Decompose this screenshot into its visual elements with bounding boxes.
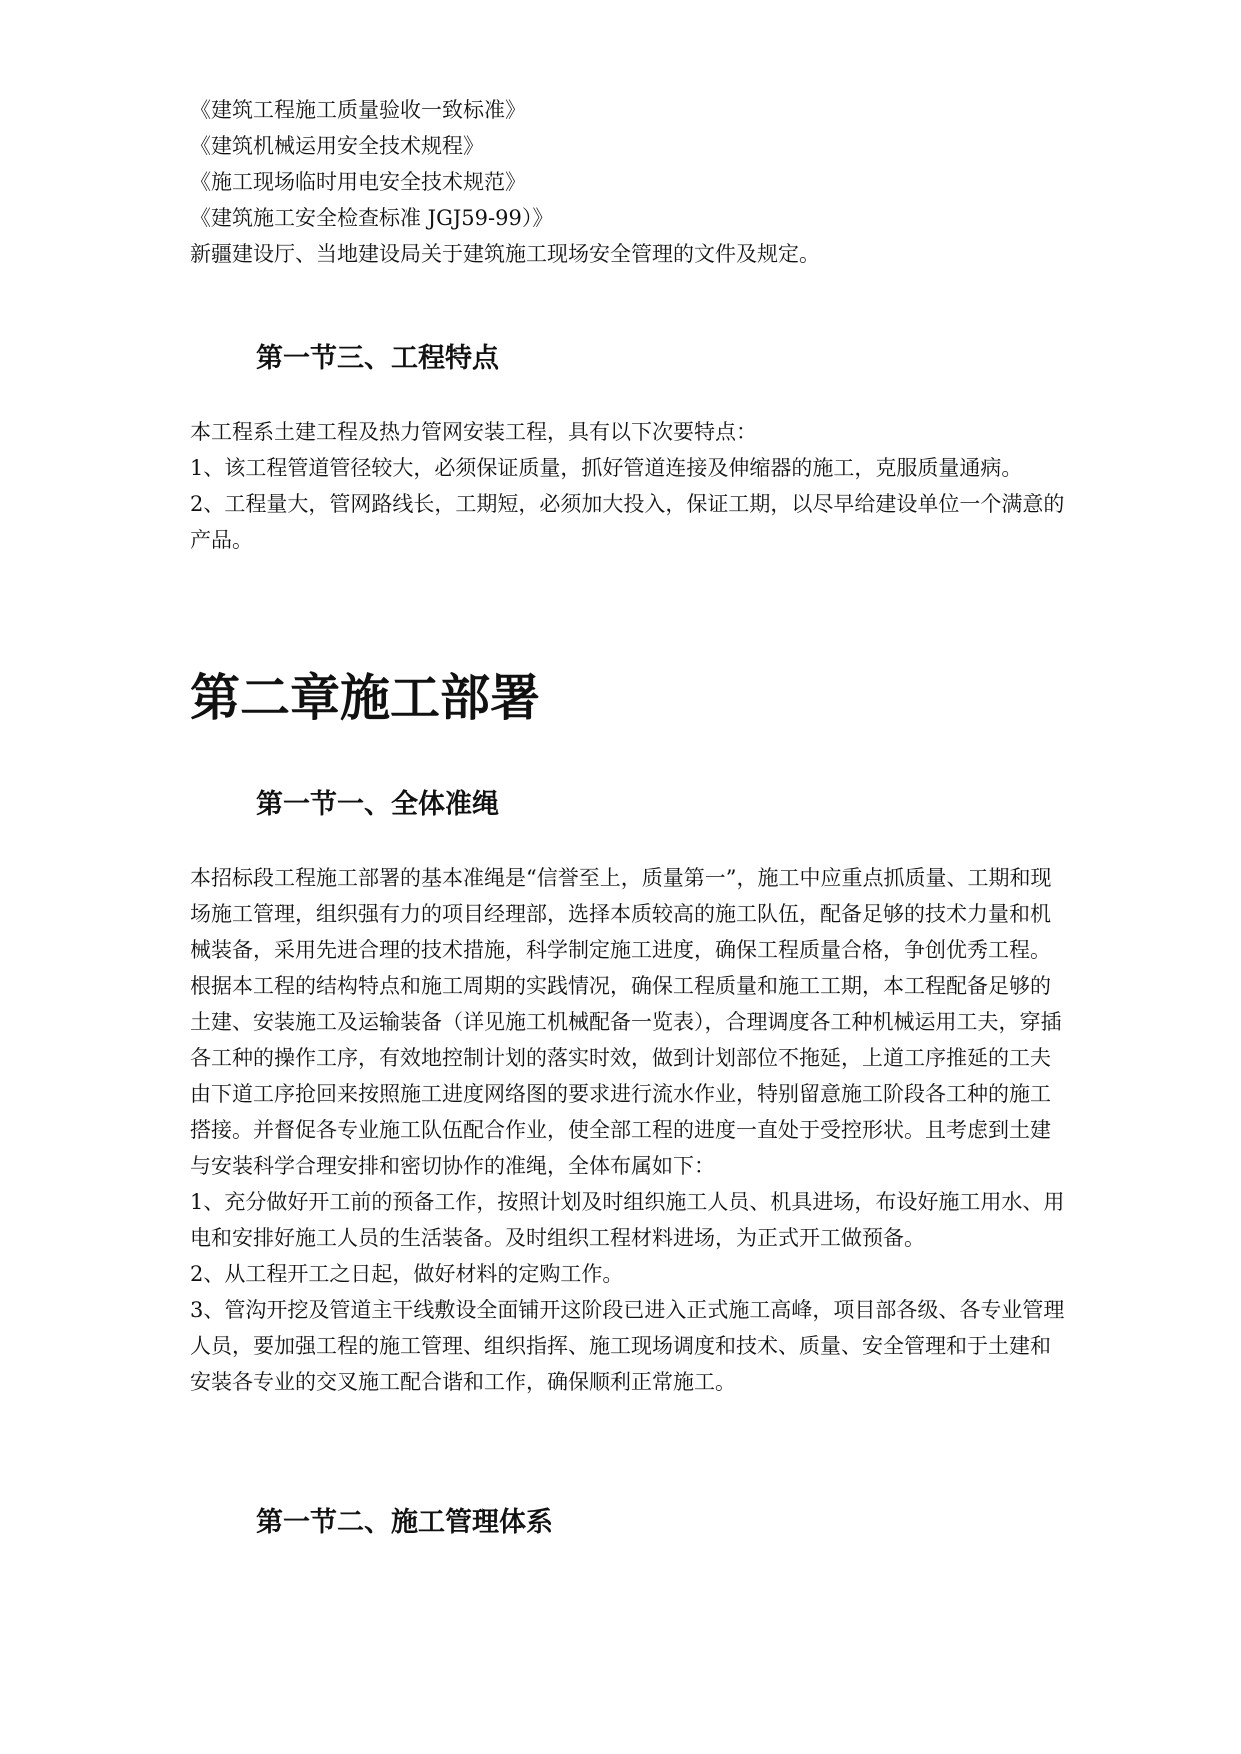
section-heading-principles: 第一节一、全体准绳 xyxy=(256,789,499,820)
paragraph: 2、从工程开工之日起，做好材料的定购工作。 xyxy=(190,1262,624,1286)
section-heading-management: 第一节二、施工管理体系 xyxy=(256,1507,553,1538)
reference-list xyxy=(190,92,1070,272)
paragraph: 1、充分做好开工前的预备工作，按照计划及时组织施工人员、机具进场，布设好施工用水、用电和安排好施工人员的生活装备。及时组织工程材料进场，为正式开工做预备。 xyxy=(190,1190,1065,1250)
reference-item: 新疆建设厅、当地建设局关于建筑施工现场安全管理的文件及规定。 xyxy=(190,242,820,266)
features-body xyxy=(190,414,1070,558)
reference-item: 《建筑机械运用安全技术规程》 xyxy=(190,134,484,158)
paragraph: 3、管沟开挖及管道主干线敷设全面铺开这阶段已进入正式施工高峰，项目部各级、各专业管理人员，要加强工程的施工管理、组织指挥、施工现场调度和技术、质量、安全管理和于土建和安装各专业的交叉施工配合谐和工作，确保顺利正常施工。 xyxy=(190,1298,1065,1394)
reference-item: 《施工现场临时用电安全技术规范》 xyxy=(190,170,526,194)
reference-item: 《建筑工程施工质量验收一致标准》 xyxy=(190,98,526,122)
chapter-title: 第二章施工部署 xyxy=(190,669,540,727)
reference-item: 《建筑施工安全检查标准 JGJ59-99）》 xyxy=(190,206,554,230)
paragraph: 本工程系土建工程及热力管网安装工程，具有以下次要特点： xyxy=(190,420,757,444)
section-heading-features: 第一节三、工程特点 xyxy=(256,343,499,374)
paragraph: 1、该工程管道管径较大，必须保证质量，抓好管道连接及伸缩器的施工，克服质量通病。 xyxy=(190,456,1023,480)
principles-body xyxy=(190,860,1070,1400)
paragraph: 本招标段工程施工部署的基本准绳是“信誉至上，质量第一”，施工中应重点抓质量、工期和现场施工管理，组织强有力的项目经理部，选择本质较高的施工队伍，配备足够的技术力量和机械装备，采用先进合理的技术措施，科学制定施工进度，确保工程质量合格，争创优秀工程。 xyxy=(190,866,1052,962)
paragraph: 2、工程量大，管网路线长，工期短，必须加大投入，保证工期，以尽早给建设单位一个满意的产品。 xyxy=(190,492,1065,552)
paragraph: 根据本工程的结构特点和施工周期的实践情况，确保工程质量和施工工期，本工程配备足够的土建、安装施工及运输装备（详见施工机械配备一览表），合理调度各工种机械运用工夫，穿插各工种的操作工序，有效地控制计划的落实时效，做到计划部位不拖延，上道工序推延的工夫由下道工序抢回来按照施工进度网络图的要求进行流水作业，特别留意施工阶段各工种的施工搭接。并督促各专业施工队伍配合作业，使全部工程的进度一直处于受控形状。且考虑到土建与安装科学合理安排和密切协作的准绳，全体布属如下： xyxy=(190,974,1062,1178)
